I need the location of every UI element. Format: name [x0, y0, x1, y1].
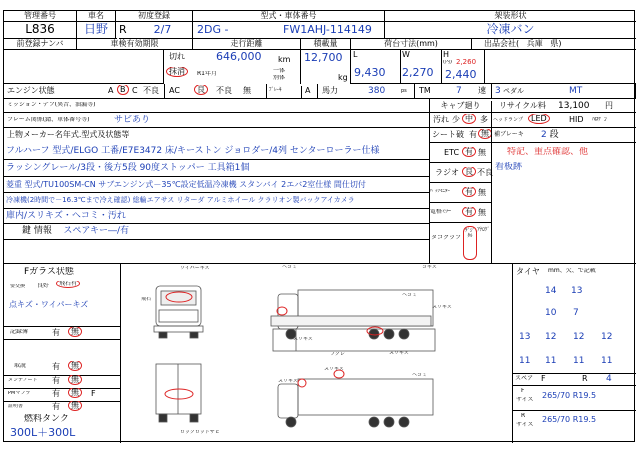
hojo-value: 2 段	[531, 128, 636, 143]
taco-label: タコグラフ	[431, 235, 462, 241]
diag-surikizu5: スリキズ	[278, 379, 298, 384]
tire-unit: mm、欠、で記載	[548, 268, 596, 274]
diag-lock: ロックロッドサビ	[180, 430, 220, 435]
shomei-no: 無	[68, 401, 82, 413]
maker-header: 車名	[77, 11, 116, 22]
yogore-chu: 中	[462, 114, 478, 127]
body-desc-line1: フルハーフ 型式/ELGO 工番/E7E3472 床/キーストン ジョロダー/4列 センターローラー仕様	[4, 143, 429, 160]
mente-yes: 有	[52, 376, 60, 385]
r-size-sublabel: サイズ	[516, 422, 534, 428]
tm-label: TM	[414, 84, 440, 99]
body-type-value: 冷凍バン	[385, 22, 636, 39]
brake-label: ﾌﾞﾚｰｷ	[266, 84, 292, 99]
pm-label: PMマフラ	[8, 391, 31, 396]
f-size-label: F	[521, 388, 525, 394]
bariki-label: 馬力	[317, 84, 353, 99]
f-size-sublabel: サイズ	[516, 397, 534, 403]
frame-value: サビあり	[114, 115, 151, 125]
yogore-label: 汚れ	[433, 115, 449, 124]
frame-label: フレーム関係(錆、車体番号等)	[7, 117, 90, 123]
shaken-header: 車検有効期限	[77, 39, 193, 50]
kanri-number: L836	[4, 22, 77, 39]
cargo-header: 荷台寸法(mm)	[351, 39, 472, 50]
first-reg-value: 2/7	[133, 22, 193, 39]
diag-hekomi2: ヘコミ	[402, 293, 418, 298]
notes-line1: 看板跡	[495, 162, 523, 172]
torisetsu-label: 取説	[14, 363, 27, 369]
hojo-label: 補ブレーキ	[491, 128, 531, 143]
seat-label: シート破	[432, 130, 464, 139]
maker-value: 日野	[77, 22, 116, 39]
engine-bad: 不良	[143, 86, 159, 95]
tire-r4-a: 11	[519, 356, 531, 366]
recycle-value: 13,100	[558, 101, 590, 111]
tire-r2-a: 10	[545, 308, 557, 318]
plate-value-cell	[4, 50, 164, 84]
fuel-value: 300L＋300L	[10, 427, 76, 439]
seller-header: 出品会社( 兵庫 県)	[472, 39, 636, 50]
ac-label: AC	[169, 86, 180, 95]
truck-diagram	[121, 264, 512, 443]
back-monitor-label: ﾊﾞｯｸﾓﾆﾀｰ	[430, 189, 451, 194]
body-desc-line3: 菱重 型式/TU100SM-CN サブエンジン式－35℃設定低温冷凍機 スタンバイ 2エバ2室仕様 間仕切付	[4, 177, 429, 193]
engine-C: C	[132, 86, 138, 95]
distance-value: 646,000	[216, 51, 262, 63]
seat-no: 無	[478, 129, 492, 142]
pedal-label: ペダル	[503, 87, 524, 95]
body-type-header: 架装形状	[385, 11, 636, 22]
W-label: W	[402, 50, 410, 59]
spare-R: R	[582, 374, 588, 383]
W-value: 2,270	[402, 67, 434, 79]
diag-hekomi3: ヘコミ	[412, 373, 428, 378]
mission-label: ミッション・デフ(異音、油漏等)	[7, 102, 96, 108]
body-desc-line4: 冷凍機(2時間で－16.3℃まで冷え確認) 総輪エアサス リターダ アルミホイール クラリオン製バックアイカメラ	[4, 193, 429, 209]
spare-count: 4	[606, 374, 612, 384]
glass-note: 点キズ・ワイパーキズ	[9, 300, 89, 309]
headlamp-led: LED	[528, 114, 554, 127]
tire-r4-d: 11	[601, 356, 613, 366]
brake-value: A	[301, 86, 315, 98]
pm-yes: 有	[52, 389, 60, 398]
ac-none: 無	[243, 86, 251, 95]
radio-good: 良	[462, 167, 476, 180]
radio-label: ラジオ	[435, 168, 459, 177]
kiroku-no: 無	[68, 327, 82, 339]
taco-digital: ﾃﾞｼﾞﾀﾙ	[463, 226, 477, 260]
diag-surikizu1: スリキズ	[432, 305, 452, 310]
first-reg-header: 初度登録	[116, 11, 193, 22]
kyabu-label: キャブ廻り	[429, 99, 491, 113]
inspection-sheet	[3, 10, 635, 442]
taco-analog: ｱﾅﾛｸﾞ	[477, 227, 490, 233]
diag-surikizu2: スリキズ	[293, 337, 313, 342]
diag-kogi: コギズ	[422, 265, 437, 270]
H-value: 2,440	[445, 69, 477, 81]
yogore-sho: 少	[452, 115, 460, 124]
model-prefix: 2DG -	[197, 24, 229, 36]
yogore-oh: 多	[480, 115, 488, 124]
headlamp-halogen: ﾊﾛｹﾞﾝ	[592, 117, 608, 123]
pm-F: F	[91, 389, 96, 398]
recycle-label: リサイクル料	[491, 101, 551, 113]
tire-r4-c: 11	[573, 356, 585, 366]
tire-r3-c: 12	[573, 332, 585, 342]
diag-wiper: ワイパーキズ	[180, 266, 210, 271]
body-desc-line2: ラッシングレール/3段・後方5段 90度ストッパー 工具箱1個	[4, 160, 429, 177]
glass-title: Fガラス状態	[24, 267, 74, 277]
pedal-num: 3	[491, 84, 503, 99]
mente-label: メンテノート	[8, 378, 38, 383]
tire-r3-b: 12	[545, 332, 557, 342]
shomei-label: 証明書	[8, 404, 24, 409]
shomei-yes: 有	[52, 402, 60, 411]
back-yes: 有	[462, 187, 476, 200]
load-header: 積載量	[301, 39, 351, 50]
ac-bad: 不良	[216, 86, 232, 95]
fuel-label: 燃料タンク	[24, 414, 69, 424]
cabin-label: 庫内/スリキズ・ヘコミ・汚れ	[4, 209, 429, 224]
diag-fukure: フクレ	[330, 352, 345, 357]
L-label: L	[353, 50, 358, 59]
headlamp-label: ヘッドランプ	[491, 113, 531, 128]
yen-unit: 円	[605, 101, 613, 110]
torisetsu-yes: 有	[52, 362, 60, 371]
mente-no: 無	[68, 375, 82, 387]
ac-good: 良	[194, 85, 212, 98]
kg-unit: kg	[338, 73, 348, 82]
f-size-value: 265/70 R19.5	[542, 391, 597, 400]
tire-r3-a: 13	[519, 332, 531, 342]
seat-yes: 有	[469, 130, 477, 139]
tire-r1-b: 13	[571, 286, 583, 296]
H-inner-value: 2,260	[456, 58, 477, 66]
engine-label: エンジン状態	[7, 86, 55, 95]
L-value: 9,430	[354, 67, 386, 79]
soku-unit: 速	[478, 86, 486, 95]
bariki-value: 380	[368, 86, 386, 96]
kanri-header: 管理番号	[4, 11, 77, 22]
upper-label: 上物メーカー名年式.型式及状態等	[7, 130, 130, 139]
tire-r2-b: 7	[573, 308, 579, 318]
plate-header: 前登録ナンバ	[4, 39, 77, 50]
mt-value: MT	[569, 86, 583, 96]
glass-change: 要交換	[10, 284, 26, 289]
era-value: R	[119, 24, 133, 39]
r-size-value: 265/70 R19.5	[542, 415, 597, 424]
notes-title: 特記、重点確認、他	[507, 147, 589, 157]
betsu-label: 別体	[273, 75, 286, 81]
ps-unit: ps	[401, 89, 407, 94]
diag-surikizu4: スリキズ	[324, 367, 344, 372]
diag-tobiishi: 飛石	[141, 297, 152, 302]
H-inner-label: (内)	[443, 60, 452, 65]
engine-B: B	[117, 85, 131, 98]
radio-bad: 不良	[477, 168, 493, 177]
diag-hekomi1: ヘコミ	[282, 265, 298, 270]
seller-value-cell	[485, 50, 636, 84]
diag-surikizu3: スリキズ	[389, 351, 409, 356]
mashou-label: 抹消	[166, 67, 192, 79]
back-no: 無	[478, 188, 486, 197]
kire-label: 切れ	[169, 52, 185, 61]
key-row: 鍵 情報 スペアキー―/有	[4, 224, 429, 240]
ittai-label: 一体	[273, 68, 286, 74]
spare-label: スペア	[512, 373, 636, 385]
spare-F: F	[541, 374, 546, 383]
etc-yes: 有	[462, 147, 476, 160]
denkei-yes: 有	[462, 207, 476, 220]
engine-A: A	[108, 86, 114, 95]
tire-title: タイヤ	[516, 267, 540, 276]
glass-chip: 飛石有	[56, 281, 90, 294]
date-hint: R1年月	[197, 71, 217, 77]
headlamp-hid: HID	[569, 115, 584, 124]
kiroku-label: 記録簿	[10, 329, 29, 335]
kiroku-yes: 有	[52, 328, 60, 337]
etc-no: 無	[478, 148, 486, 157]
km-unit: km	[278, 55, 291, 64]
load-value: 12,700	[304, 52, 343, 64]
pm-no: 無	[68, 388, 82, 400]
distance-header: 走行距離	[193, 39, 301, 50]
denkei-label: 電格ﾐﾗｰ	[430, 209, 452, 215]
tire-r3-d: 12	[601, 332, 613, 342]
torisetsu-no: 無	[68, 361, 82, 373]
tire-r4-b: 11	[545, 356, 557, 366]
r-size-label: R	[521, 413, 526, 419]
tm-value: 7	[456, 86, 462, 96]
glass-good: 良好	[37, 283, 50, 289]
tire-r1-a: 14	[545, 286, 557, 296]
denkei-no: 無	[478, 208, 486, 217]
H-label: H	[443, 50, 450, 59]
model-header: 型式・車体番号	[193, 11, 385, 22]
chassis-number: FW1AHJ-114149	[193, 22, 385, 39]
etc-label: ETC	[444, 148, 460, 157]
